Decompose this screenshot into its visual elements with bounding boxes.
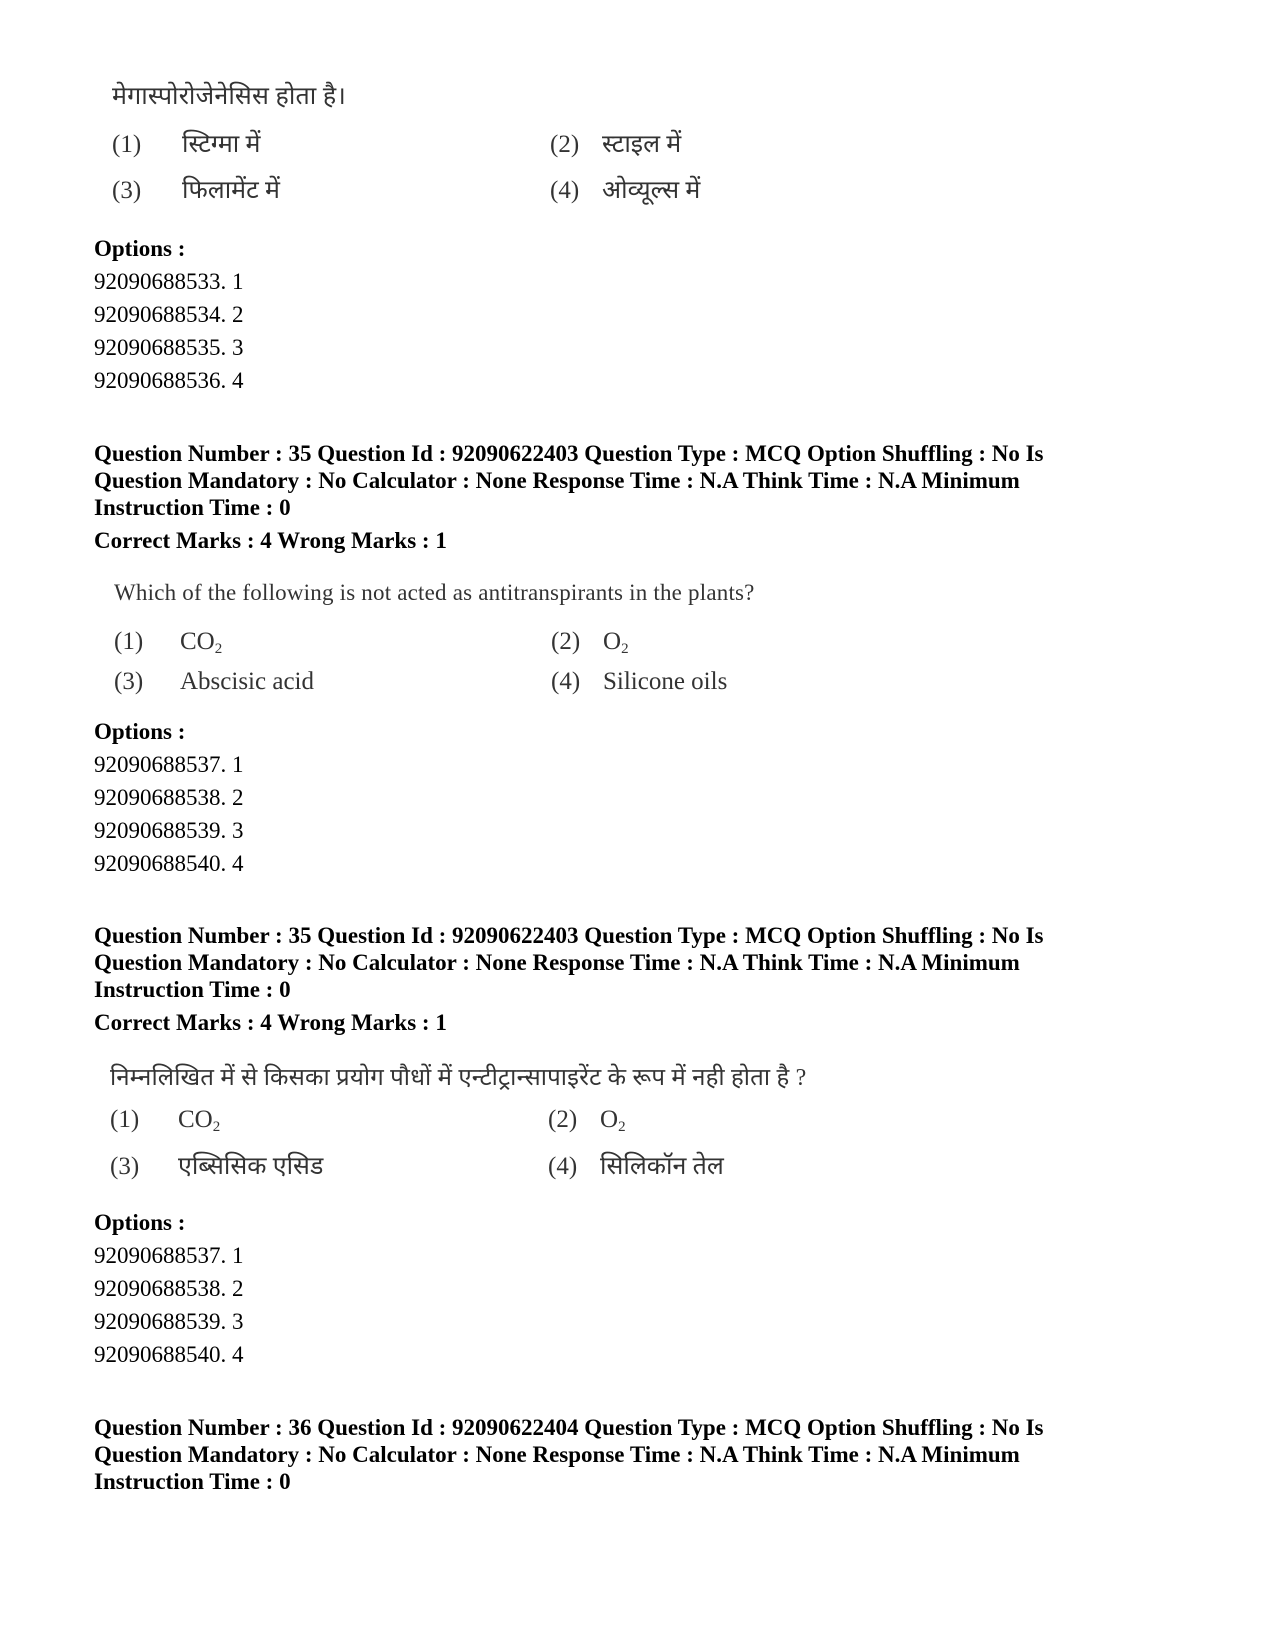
option-id: 92090688539. 3 [94,818,244,843]
option-id: 92090688538. 2 [94,785,244,810]
metadata-line: Instruction Time : 0 [94,977,291,1002]
question-metadata [94,440,1184,554]
option-id: 92090688534. 2 [94,302,244,327]
answer-option-2: (2) स्टाइल में [550,131,682,158]
metadata-line: Instruction Time : 0 [94,495,291,520]
answer-option-3: (3) एब्सिसिक एसिड [110,1153,324,1180]
answer-option-4: (4) सिलिकॉन तेल [548,1153,724,1180]
answer-option-2: (2) $O_2$ [548,1106,626,1135]
option-id: 92090688537. 1 [94,1243,244,1268]
option-id: 92090688539. 3 [94,1309,244,1334]
options-list [94,1206,244,1371]
option-id: 92090688536. 4 [94,368,244,393]
question-image-antitranspirants-english [114,580,834,700]
metadata-line: Question Mandatory : No Calculator : None Response Time : N.A Think Time : N.A Minimum [94,950,1020,975]
answer-option-4: (4) ओव्यूल्स में [550,177,701,204]
answer-option-3: (3) Abscisic acid [114,668,314,695]
metadata-line: Question Number : 35 Question Id : 92090622403 Question Type : MCQ Option Shuffling : No Is [94,923,1044,948]
answer-option-1: (1) $CO_2$ [110,1106,221,1135]
question-metadata [94,1414,1184,1495]
marks-line: Correct Marks : 4 Wrong Marks : 1 [94,1010,447,1035]
answer-option-2: (2) $O_2$ [551,628,629,657]
options-heading: Options : [94,1210,186,1235]
metadata-line: Instruction Time : 0 [94,1469,291,1494]
option-id: 92090688538. 2 [94,1276,244,1301]
answer-option-1: (1) स्टिग्मा में [112,131,261,158]
options-heading: Options : [94,719,186,744]
question-stem: Which of the following is not acted as antitranspirants in the plants? [114,580,755,605]
metadata-line: Question Mandatory : No Calculator : None Response Time : N.A Think Time : N.A Minimum [94,468,1020,493]
question-stem: निम्नलिखित में से किसका प्रयोग पौधों में एन्टीट्रान्सापाइरेंट के रूप में नही होता है ? [110,1065,807,1091]
metadata-line: Question Number : 36 Question Id : 92090622404 Question Type : MCQ Option Shuffling : No Is [94,1415,1044,1440]
question-stem: मेगास्पोरोजेनेसिस होता है। [112,83,347,110]
marks-line: Correct Marks : 4 Wrong Marks : 1 [94,528,447,553]
option-id: 92090688535. 3 [94,335,244,360]
option-id: 92090688540. 4 [94,1342,244,1367]
metadata-line: Question Number : 35 Question Id : 92090622403 Question Type : MCQ Option Shuffling : No Is [94,441,1044,466]
question-image-megasporogenesis [112,78,832,208]
question-image-antitranspirants-hindi [110,1060,830,1185]
answer-option-4: (4) Silicone oils [551,668,728,695]
option-id: 92090688537. 1 [94,752,244,777]
answer-option-1: (1) $CO_2$ [114,628,223,657]
options-list [94,232,244,397]
options-list [94,715,244,880]
option-id: 92090688540. 4 [94,851,244,876]
question-metadata [94,922,1184,1036]
options-heading: Options : [94,236,186,261]
option-id: 92090688533. 1 [94,269,244,294]
answer-option-3: (3) फिलामेंट में [112,177,280,204]
metadata-line: Question Mandatory : No Calculator : None Response Time : N.A Think Time : N.A Minimum [94,1442,1020,1467]
